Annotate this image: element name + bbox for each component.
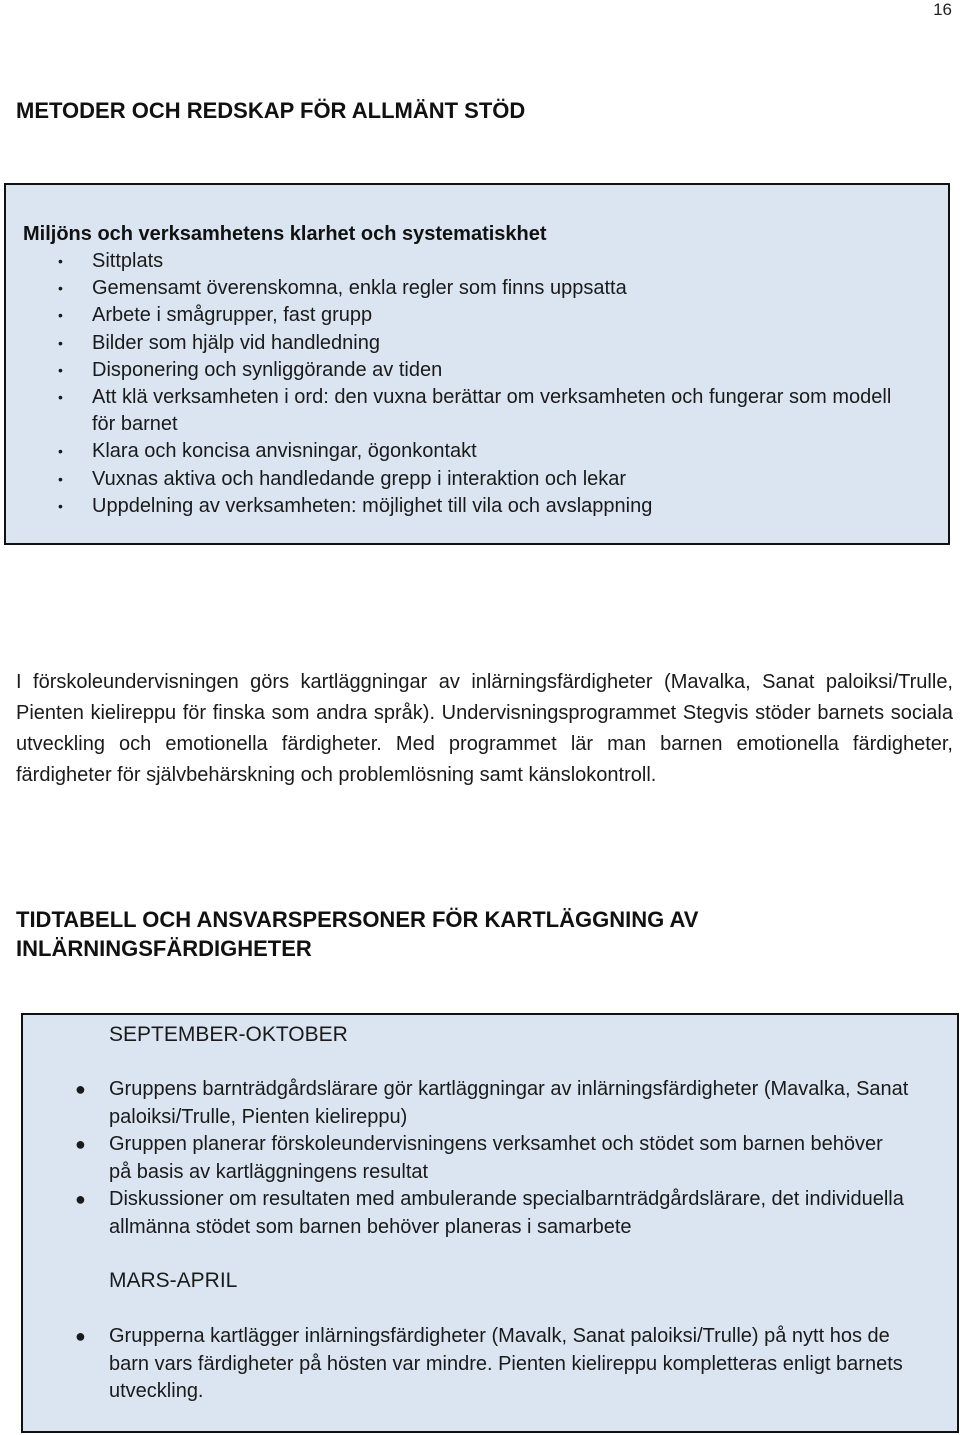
list-item: • Arbete i smågrupper, fast grupp (6, 302, 912, 329)
period-label: MARS-APRIL (109, 1269, 238, 1292)
bullet-icon: • (58, 361, 63, 378)
list-item: ● Grupperna kartlägger inlärningsfärdigheter (Mavalk, Sanat paloiksi/Trulle) på nytt hos de barn vars färdigheter på hösten var mindre. Pienten kielireppu kompletteras enligt barnets utveckling. (75, 1325, 903, 1402)
support-methods-box (4, 183, 950, 545)
box-title: Miljöns och verksamhetens klarhet och systematiskhet (23, 223, 547, 245)
list-item: • Gemensamt överenskomna, enkla regler som finns uppsatta (6, 275, 912, 302)
heading-line: INLÄRNINGSFÄRDIGHETER (16, 936, 312, 961)
bullet-icon: • (58, 470, 63, 487)
bullet-icon: • (58, 443, 63, 460)
period-list (23, 1323, 909, 1406)
list-item: ● Diskussioner om resultaten med ambulerande specialbarnträdgårdslärare, det individuella allmänna stödet som barnen behöver planeras i samarbete (75, 1188, 904, 1238)
bullet-icon: ● (75, 1079, 86, 1099)
list-item: • Vuxnas aktiva och handledande grepp i interaktion och lekar (6, 466, 912, 493)
bullet-icon: ● (75, 1134, 86, 1154)
list-item: • Klara och koncisa anvisningar, ögonkontakt (6, 438, 912, 465)
list-item: • Disponering och synliggörande av tiden (6, 357, 912, 384)
bullet-icon: ● (75, 1189, 86, 1209)
list-item: • Uppdelning av verksamheten: möjlighet till vila och avslappning (6, 493, 912, 520)
bullet-icon: • (58, 253, 63, 269)
schedule-box (21, 1013, 959, 1433)
period-label: SEPTEMBER-OKTOBER (109, 1023, 348, 1046)
list-item: • Sittplats (6, 248, 912, 275)
page-number: 16 (933, 0, 952, 19)
body-paragraph: I förskoleundervisningen görs kartläggningar av inlärningsfärdigheter (Mavalka, Sanat paloiksi/Trulle, Pienten kielireppu för finska som andra språk). Undervisningsprogrammet Stegvis stöder barnets sociala utveckling och emotionella färdigheter. Med programmet lär man barnen emotionella färdigheter, färdigheter för självbehärskning och problemlösning samt känslokontroll. (16, 671, 953, 786)
heading-line: TIDTABELL OCH ANSVARSPERSONER FÖR KARTLÄGGNING AV (16, 907, 699, 932)
bullet-icon: • (58, 334, 63, 351)
bullet-icon: • (58, 497, 63, 514)
methods-list (6, 248, 912, 520)
bullet-icon: • (58, 389, 63, 406)
bullet-icon: • (58, 280, 63, 297)
bullet-icon: • (58, 307, 63, 324)
bullet-icon: ● (75, 1326, 86, 1346)
section-heading-methods: METODER OCH REDSKAP FÖR ALLMÄNT STÖD (16, 98, 526, 123)
list-item: • Bilder som hjälp vid handledning (6, 330, 912, 357)
list-item: ● Gruppens barnträdgårdslärare gör kartläggningar av inlärningsfärdigheter (Mavalka, Sanat paloiksi/Trulle, Pienten kielireppu) (75, 1078, 909, 1128)
list-item: ● Gruppen planerar förskoleundervisningens verksamhet och stödet som barnen behöver på basis av kartläggningens resultat (75, 1133, 883, 1183)
section-heading-schedule (16, 905, 698, 963)
list-item: • Att klä verksamheten i ord: den vuxna berättar om verksamheten och fungerar som modell för barnet (58, 386, 892, 436)
period-list (23, 1076, 909, 1241)
